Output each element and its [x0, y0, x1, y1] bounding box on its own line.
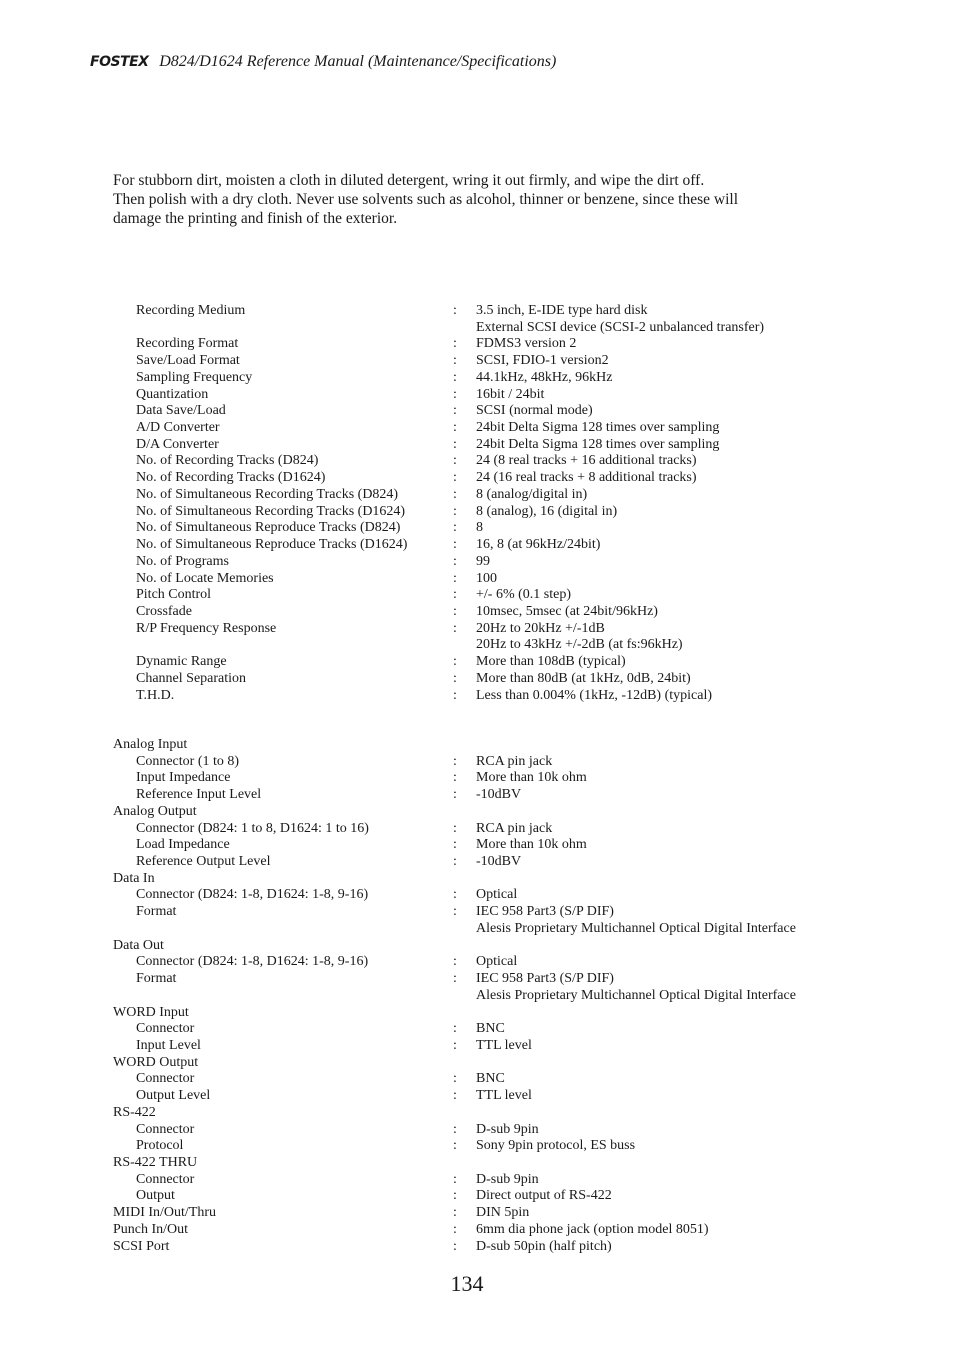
spec-value: Direct output of RS-422 — [476, 1188, 612, 1204]
general-specifications-table — [113, 303, 873, 704]
spec-colon: : — [453, 1238, 457, 1254]
spec-value: More than 80dB (at 1kHz, 0dB, 24bit) — [476, 670, 691, 686]
spec-colon: : — [453, 386, 457, 402]
spec-value: 20Hz to 20kHz +/-1dB — [476, 620, 605, 636]
spec-colon: : — [453, 1171, 457, 1187]
spec-row — [113, 837, 873, 854]
spec-label: Connector (D824: 1 to 8, D1624: 1 to 16) — [136, 820, 369, 836]
spec-value: 99 — [476, 553, 490, 569]
spec-colon: : — [453, 470, 457, 486]
spec-colon: : — [453, 336, 457, 352]
spec-value: -10dBV — [476, 854, 522, 870]
spec-value: IEC 958 Part3 (S/P DIF) — [476, 904, 614, 920]
spec-row — [113, 303, 873, 320]
spec-row — [113, 737, 873, 754]
spec-row — [113, 487, 873, 504]
spec-colon: : — [453, 820, 457, 836]
spec-label: Reference Input Level — [136, 787, 262, 803]
spec-label: Recording Medium — [136, 303, 246, 318]
spec-label: Output — [136, 1188, 175, 1204]
spec-value: RCA pin jack — [476, 753, 553, 769]
spec-label: T.H.D. — [136, 687, 175, 703]
spec-row — [113, 387, 873, 404]
spec-value: RCA pin jack — [476, 820, 553, 836]
spec-label: Reference Output Level — [136, 854, 271, 870]
spec-label: Analog Input — [113, 737, 188, 752]
spec-colon: : — [453, 837, 457, 853]
spec-colon: : — [453, 353, 457, 369]
spec-label: Recording Format — [136, 336, 239, 352]
spec-colon: : — [453, 369, 457, 385]
spec-value: D-sub 50pin (half pitch) — [476, 1238, 612, 1254]
spec-row — [113, 988, 873, 1005]
spec-value: 10msec, 5msec (at 24bit/96kHz) — [476, 603, 658, 619]
spec-row — [113, 904, 873, 921]
spec-colon: : — [453, 486, 457, 502]
spec-value: Less than 0.004% (1kHz, -12dB) (typical) — [476, 687, 712, 703]
spec-colon: : — [453, 1071, 457, 1087]
spec-row — [113, 688, 873, 705]
spec-label: A/D Converter — [136, 420, 220, 436]
spec-label: Connector (D824: 1-8, D1624: 1-8, 9-16) — [136, 887, 369, 903]
spec-label: Input Level — [136, 1037, 201, 1053]
spec-value: BNC — [476, 1071, 505, 1087]
spec-row — [113, 554, 873, 571]
spec-value: More than 108dB (typical) — [476, 654, 626, 670]
spec-value: More than 10k ohm — [476, 770, 587, 786]
spec-value: 3.5 inch, E-IDE type hard disk — [476, 303, 648, 318]
spec-row — [113, 954, 873, 971]
spec-label: Data In — [113, 870, 155, 886]
spec-label: Crossfade — [136, 603, 192, 619]
spec-label: D/A Converter — [136, 436, 219, 452]
spec-label: Analog Output — [113, 803, 197, 819]
spec-value: SCSI, FDIO-1 version2 — [476, 353, 609, 369]
spec-row — [113, 821, 873, 838]
manual-title: D824/D1624 Reference Manual (Maintenance/Specifications) — [159, 53, 557, 70]
spec-row — [113, 571, 873, 588]
spec-label: No. of Recording Tracks (D824) — [136, 453, 319, 469]
spec-colon: : — [453, 303, 457, 318]
spec-row — [113, 370, 873, 387]
spec-value: DIN 5pin — [476, 1205, 530, 1221]
spec-row — [113, 621, 873, 638]
spec-value: External SCSI device (SCSI-2 unbalanced transfer) — [476, 319, 765, 335]
spec-value: +/- 6% (0.1 step) — [476, 587, 571, 603]
spec-label: Connector (1 to 8) — [136, 753, 240, 769]
spec-row — [113, 1205, 873, 1222]
spec-label: No. of Simultaneous Recording Tracks (D1624) — [136, 503, 406, 519]
spec-colon: : — [453, 854, 457, 870]
page-number: 134 — [450, 1271, 484, 1296]
spec-row — [113, 1188, 873, 1205]
spec-row — [113, 604, 873, 621]
spec-value: 8 (analog/digital in) — [476, 486, 588, 502]
spec-row — [113, 1038, 873, 1055]
spec-label: Save/Load Format — [136, 353, 240, 369]
spec-label: Format — [136, 904, 177, 920]
spec-row — [113, 887, 873, 904]
spec-row — [113, 921, 873, 938]
spec-value: 24bit Delta Sigma 128 times over sampling — [476, 420, 720, 436]
spec-row — [113, 654, 873, 671]
spec-row — [113, 537, 873, 554]
spec-row — [113, 1005, 873, 1022]
spec-row — [113, 1239, 873, 1256]
spec-row — [113, 1155, 873, 1172]
spec-value: Sony 9pin protocol, ES buss — [476, 1138, 636, 1154]
spec-colon: : — [453, 1221, 457, 1237]
spec-value: 24 (8 real tracks + 16 additional tracks) — [476, 453, 697, 469]
spec-row — [113, 420, 873, 437]
spec-colon: : — [453, 753, 457, 769]
spec-row — [113, 938, 873, 955]
spec-row — [113, 1122, 873, 1139]
spec-value: 16bit / 24bit — [476, 386, 545, 402]
spec-value: D-sub 9pin — [476, 1121, 539, 1137]
spec-colon: : — [453, 420, 457, 436]
spec-colon: : — [453, 587, 457, 603]
spec-label: Dynamic Range — [136, 654, 227, 670]
spec-value: 16, 8 (at 96kHz/24bit) — [476, 537, 601, 553]
spec-label: Connector — [136, 1171, 195, 1187]
spec-colon: : — [453, 770, 457, 786]
spec-row — [113, 871, 873, 888]
spec-label: No. of Locate Memories — [136, 570, 274, 586]
spec-row — [113, 1105, 873, 1122]
spec-row — [113, 504, 873, 521]
spec-label: No. of Programs — [136, 553, 229, 569]
spec-label: No. of Simultaneous Recording Tracks (D824) — [136, 486, 399, 502]
spec-row — [113, 971, 873, 988]
spec-label: No. of Simultaneous Reproduce Tracks (D824) — [136, 520, 401, 536]
spec-value: 100 — [476, 570, 497, 586]
spec-value: 44.1kHz, 48kHz, 96kHz — [476, 369, 613, 385]
spec-row — [113, 1172, 873, 1189]
spec-label: R/P Frequency Response — [136, 620, 277, 636]
spec-value: 6mm dia phone jack (option model 8051) — [476, 1221, 709, 1237]
spec-label: Format — [136, 971, 177, 987]
spec-row — [113, 637, 873, 654]
spec-label: No. of Simultaneous Reproduce Tracks (D1624) — [136, 537, 408, 553]
spec-row — [113, 320, 873, 337]
spec-colon: : — [453, 537, 457, 553]
spec-value: Alesis Proprietary Multichannel Optical Digital Interface — [476, 987, 796, 1003]
spec-colon: : — [453, 1205, 457, 1221]
spec-label: Protocol — [136, 1138, 184, 1154]
spec-label: Punch In/Out — [113, 1221, 189, 1237]
spec-value: Optical — [476, 954, 518, 970]
spec-label: No. of Recording Tracks (D1624) — [136, 470, 326, 486]
spec-label: MIDI In/Out/Thru — [113, 1205, 217, 1221]
spec-colon: : — [453, 1037, 457, 1053]
spec-row — [113, 1138, 873, 1155]
spec-colon: : — [453, 1188, 457, 1204]
spec-value: FDMS3 version 2 — [476, 336, 577, 352]
spec-label: RS-422 — [113, 1104, 156, 1120]
spec-row — [113, 671, 873, 688]
spec-row — [113, 787, 873, 804]
spec-row — [113, 854, 873, 871]
spec-value: 8 (analog), 16 (digital in) — [476, 503, 618, 519]
page-header — [90, 52, 556, 71]
spec-row — [113, 770, 873, 787]
spec-colon: : — [453, 520, 457, 536]
spec-colon: : — [453, 954, 457, 970]
paragraph-line: damage the printing and finish of the exterior. — [113, 210, 398, 227]
spec-label: Connector (D824: 1-8, D1624: 1-8, 9-16) — [136, 954, 369, 970]
spec-colon: : — [453, 453, 457, 469]
paragraph-line: Then polish with a dry cloth. Never use solvents such as alcohol, thinner or benzene, since these will — [113, 191, 739, 208]
spec-label: Load Impedance — [136, 837, 230, 853]
spec-label: Pitch Control — [136, 587, 212, 603]
spec-colon: : — [453, 553, 457, 569]
spec-colon: : — [453, 670, 457, 686]
spec-colon: : — [453, 620, 457, 636]
spec-colon: : — [453, 1021, 457, 1037]
spec-row — [113, 453, 873, 470]
spec-label: WORD Input — [113, 1004, 189, 1020]
spec-value: TTL level — [476, 1037, 532, 1053]
spec-label: Connector — [136, 1121, 195, 1137]
spec-value: 24bit Delta Sigma 128 times over sampling — [476, 436, 720, 452]
io-specifications-table — [113, 737, 873, 1255]
spec-row — [113, 1021, 873, 1038]
paragraph-line: For stubborn dirt, moisten a cloth in diluted detergent, wring it out firmly, and wipe the dirt off. — [113, 172, 705, 189]
spec-row — [113, 353, 873, 370]
spec-label: Connector — [136, 1021, 195, 1037]
spec-value: SCSI (normal mode) — [476, 403, 593, 419]
spec-colon: : — [453, 1138, 457, 1154]
spec-value: 8 — [476, 520, 483, 536]
spec-row — [113, 587, 873, 604]
spec-label: Data Save/Load — [136, 403, 226, 419]
spec-value: -10dBV — [476, 787, 522, 803]
spec-label: Connector — [136, 1071, 195, 1087]
spec-value: TTL level — [476, 1088, 532, 1104]
spec-row — [113, 1071, 873, 1088]
spec-row — [113, 336, 873, 353]
spec-colon: : — [453, 503, 457, 519]
spec-label: RS-422 THRU — [113, 1154, 198, 1170]
maintenance-paragraph — [113, 171, 853, 228]
spec-row — [113, 520, 873, 537]
spec-value: 20Hz to 43kHz +/-2dB (at fs:96kHz) — [476, 637, 683, 653]
spec-row — [113, 1055, 873, 1072]
spec-row — [113, 437, 873, 454]
spec-label: WORD Output — [113, 1054, 199, 1070]
spec-colon: : — [453, 1088, 457, 1104]
spec-row — [113, 470, 873, 487]
spec-colon: : — [453, 687, 457, 703]
spec-value: More than 10k ohm — [476, 837, 587, 853]
spec-colon: : — [453, 403, 457, 419]
spec-label: Output Level — [136, 1088, 211, 1104]
spec-row — [113, 1088, 873, 1105]
spec-colon: : — [453, 787, 457, 803]
spec-row — [113, 1222, 873, 1239]
spec-label: Quantization — [136, 386, 209, 402]
spec-colon: : — [453, 887, 457, 903]
brand-logo: FOSTEX — [90, 54, 149, 70]
spec-value: IEC 958 Part3 (S/P DIF) — [476, 971, 614, 987]
spec-colon: : — [453, 654, 457, 670]
spec-row — [113, 403, 873, 420]
spec-value: D-sub 9pin — [476, 1171, 539, 1187]
spec-label: Channel Separation — [136, 670, 247, 686]
spec-value: Optical — [476, 887, 518, 903]
spec-row — [113, 804, 873, 821]
spec-label: Input Impedance — [136, 770, 231, 786]
spec-label: Sampling Frequency — [136, 369, 253, 385]
spec-colon: : — [453, 603, 457, 619]
spec-colon: : — [453, 1121, 457, 1137]
spec-value: Alesis Proprietary Multichannel Optical Digital Interface — [476, 920, 796, 936]
spec-colon: : — [453, 904, 457, 920]
spec-row — [113, 754, 873, 771]
spec-colon: : — [453, 436, 457, 452]
spec-label: Data Out — [113, 937, 164, 953]
spec-value: BNC — [476, 1021, 505, 1037]
spec-colon: : — [453, 971, 457, 987]
spec-label: SCSI Port — [113, 1238, 170, 1254]
spec-value: 24 (16 real tracks + 8 additional tracks) — [476, 470, 697, 486]
spec-colon: : — [453, 570, 457, 586]
